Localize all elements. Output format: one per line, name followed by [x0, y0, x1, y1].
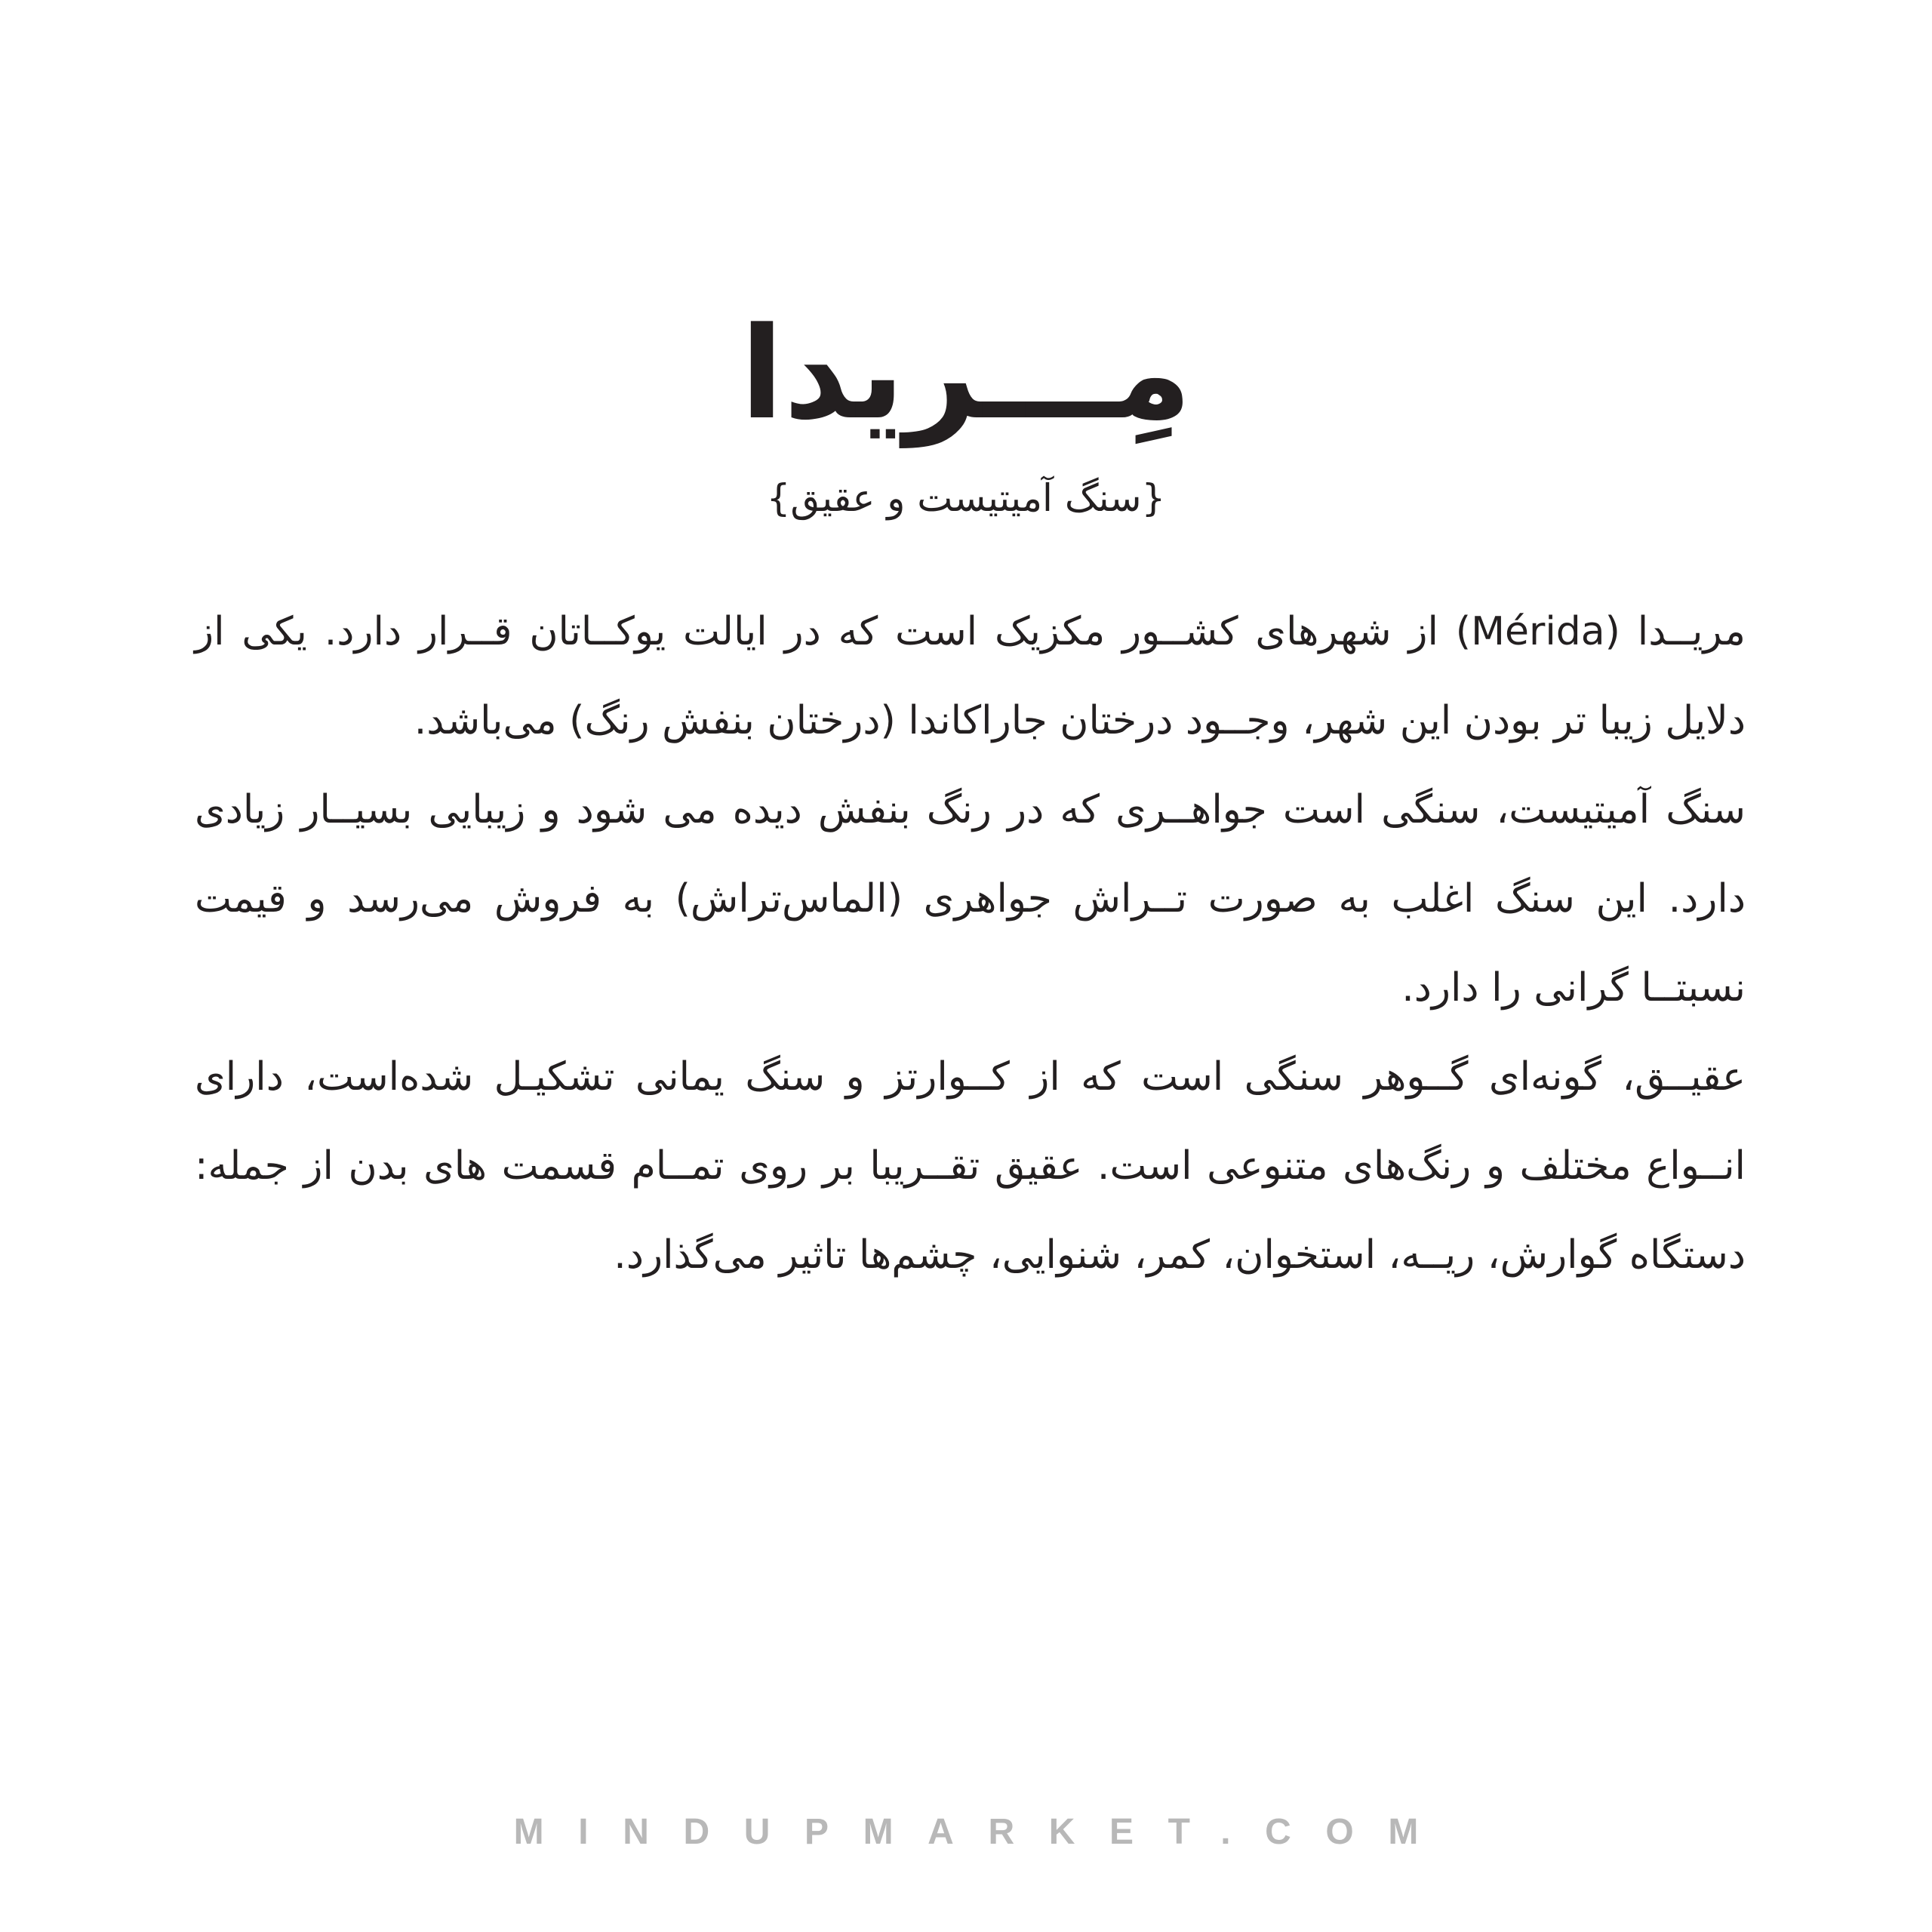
paragraph-agate: عقیــق، گونه‌ای گــوهر سنگی است که از کــوارتز و سنگ یمانی تشکیـل شده‌است، دارای انــواع مختلف و رنگ‌های متنوعی است. عقیق تقــریبا بر روی تمــام قسمت های بدن از جمله: دستگاه گوارش، ریــه، استخوان، کمر، شنوایی، چشم‌ها تاثیر می‌گذارد.	[195, 1054, 1746, 1278]
paragraph-amethyst: سنگ آمیتیست، سنگی است جواهــری که در رنگ بنفش دیده می شود و زیبایی بسیــار زیادی دارد. این سنگ اغلب به صورت تــراش جواهری (الماس‌تراش) به فروش می‌رسد و قیمت نسبتــا گرانی را دارد.	[195, 787, 1746, 1011]
paragraph-merida: مریــدا (Mérida) از شهرهای کشــور مکزیک است که در ایالت یوکــاتان قــرار دارد. یکی از دلایل زیبا تر بودن این شهر، وجــود درختان جاراکاندا (درختان بنفش رنگ) می‌باشد.	[195, 609, 1746, 743]
article-body	[195, 587, 1746, 1300]
page-subtitle: {سنگ آمیتیست و عقیق}	[766, 476, 1166, 520]
page-title: مِـــریدا	[740, 300, 1192, 448]
footer-website: MINDUPMARKET.COM	[513, 1812, 1453, 1852]
